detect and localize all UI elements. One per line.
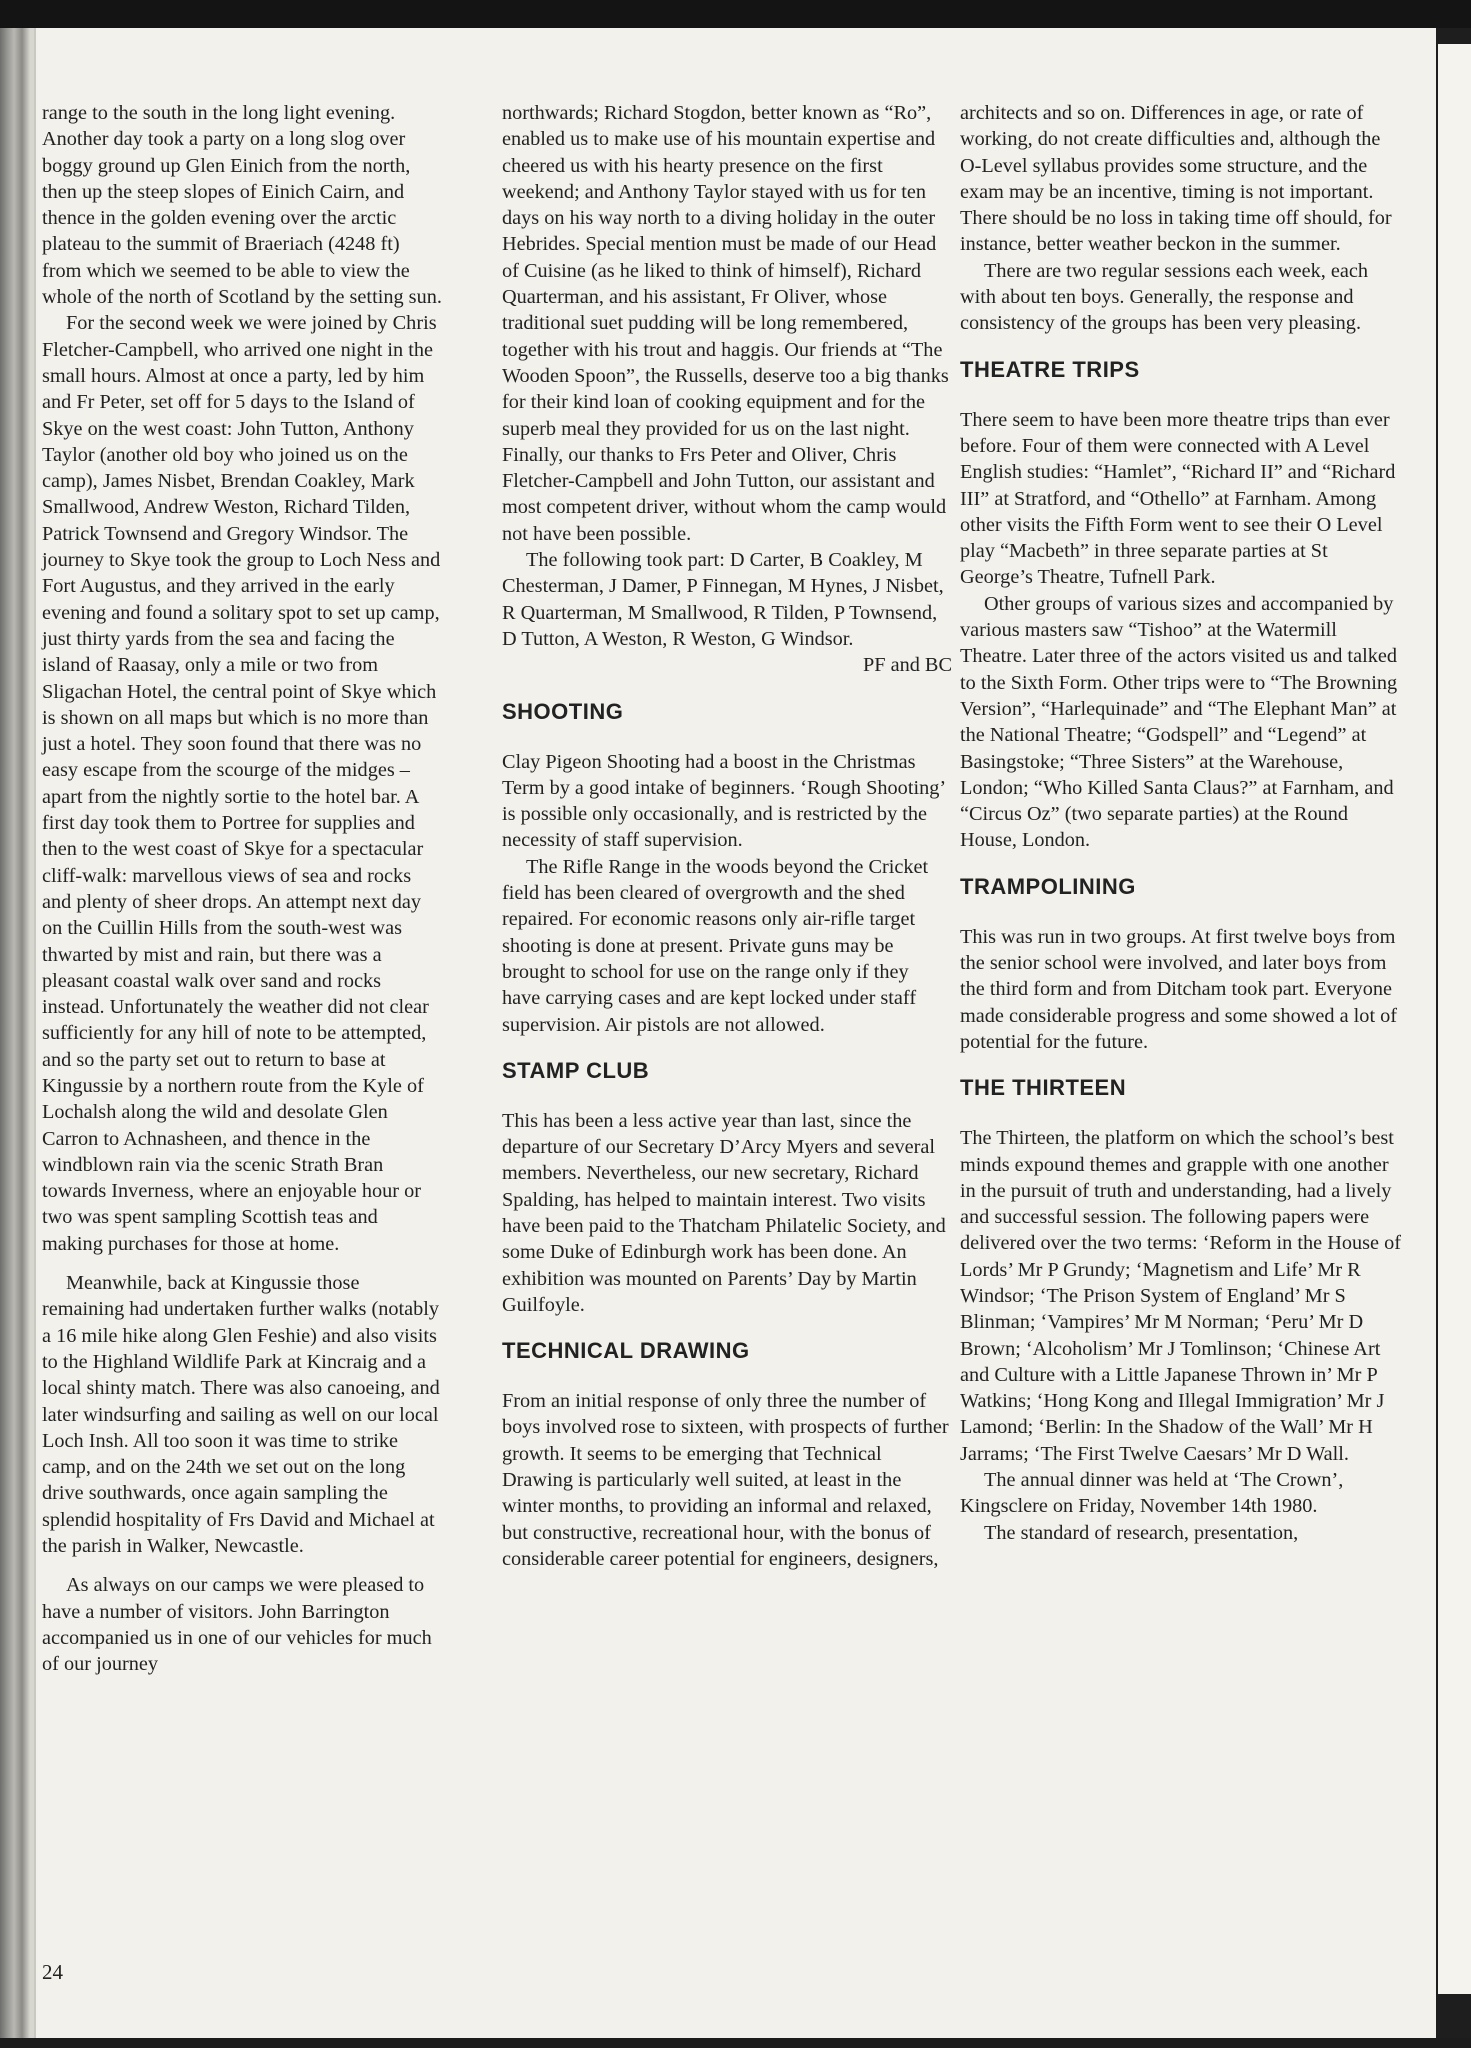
paragraph: Other groups of various sizes and accompanied by various masters saw “Tishoo” at the Watermill Theatre. Later three of the actors visited us and talked to the Sixth Form. Other trips were to “The Browning Version”, “Harlequinade” and “The Elephant Man” at the National Theatre; “Godspell” and “Legend” at Basingstoke; “Three Sisters” at the Warehouse, London; “Who Killed Santa Claus?” at Farnham, and “Circus Oz” (two separate parties) at the Round House, London. [960,592,1398,852]
scan-border-top [0,0,1471,28]
paragraph: There are two regular sessions each week, each with about ten boys. Generally, the response and consistency of the groups has been very pleasing. [960,259,1369,335]
paragraph: There seem to have been more theatre trips than ever before. Four of them were connected with A Level English studies: “Hamlet”, “Richard II” and “Richard III” at Stratford, and “Othello” at Farnham. Among other visits the Fifth Form went to see their O Level play “Macbeth” in three separate parties at St George’s Theatre, Tufnell Park. [960,408,1396,589]
book-spine-edge [0,28,34,2038]
text-column-1 [42,100,442,1678]
paragraph: The following took part: D Carter, B Coakley, M Chesterman, J Damer, P Finnegan, M Hynes, J Nisbet, R Quarterman, M Smallwood, R Tilden, P Townsend, D Tutton, A Weston, R Weston, G Windsor. [502,549,944,650]
paragraph: northwards; Richard Stogdon, better known as “Ro”, enabled us to make use of his mountain expertise and cheered us with his hearty presence on the first weekend; and Anthony Taylor stayed with us for ten days on his way north to a diving holiday in the outer Hebrides. Special mention must be made of our Head of Cuisine (as he liked to think of himself), Richard Quarterman, and his assistant, Fr Oliver, whose traditional suet pudding will be long remembered, together with his trout and haggis. Our friends at “The Wooden Spoon”, the Russells, deserve too a big thanks for their kind loan of cooking equipment and for the superb meal they provided for us on the last night. Finally, our thanks to Frs Peter and Oliver, Chris Fletcher-Campbell and John Tutton, our assistant and most competent driver, without whom the camp would not have been possible. [502,102,949,545]
section-heading: SHOOTING [502,698,624,724]
paragraph: Meanwhile, back at Kingussie those remaining had undertaken further walks (notably a 16 mile hike along Glen Feshie) and also visits to the Highland Wildlife Park at Kincraig and a local shinty match. There was also canoeing, and later windsurfing and sailing as well on our local Loch Insh. All too soon it was time to strike camp, and on the 24th we set out on the long drive southwards, once again sampling the splendid hospitality of Frs David and Michael at the parish in Walker, Newcastle. [42,1272,440,1558]
paragraph: For the second week we were joined by Chris Fletcher-Campbell, who arrived one night in the small hours. Almost at once a party, led by him and Fr Peter, set off for 5 days to the Island of Skye on the west coast: John Tutton, Anthony Taylor (another old boy who joined us on the camp), James Nisbet, Brendan Coakley, Mark Smallwood, Andrew Weston, Richard Tilden, Patrick Townsend and Gregory Windsor. The journey to Skye took the group to Loch Ness and Fort Augustus, and they arrived in the early evening and found a solitary spot to set up camp, just thirty yards from the sea and facing the island of Raasay, only a mile or two from Sligachan Hotel, the central point of Skye which is shown on all maps but which is no more than just a hotel. They soon found that there was no easy escape from the scourge of the midges – apart from the nightly sortie to the hotel bar. A first day took them to Portree for supplies and then to the west coast of Skye for a spectacular cliff-walk: marvellous views of sea and rocks and plenty of sheer drops. An attempt next day on the Cuillin Hills from the south-west was thwarted by mist and rain, but there was a pleasant coastal walk over sand and rocks instead. Unfortunately the weather did not clear sufficiently for any hill of note to be attempted, and so the party set out to return to base at Kingussie by a northern route from the Kyle of Lochalsh along the wild and desolate Glen Carron to Achnasheen, and thence in the windblown rain via the scenic Strath Bran towards Inverness, where an enjoyable hour or two was spent sampling Scottish teas and making purchases for those at home. [42,312,441,1255]
paragraph: From an initial response of only three the number of boys involved rose to sixteen, with prospects of further growth. It seems to be emerging that Technical Drawing is particularly well suited, at least in the winter months, to providing an informal and relaxed, but constructive, recreational hour, with the bonus of considerable career potential for engineers, designers, [502,1390,949,1570]
section-heading: TECHNICAL DRAWING [502,1338,750,1364]
text-column-2 [502,100,952,1572]
section-heading: THEATRE TRIPS [960,356,1140,382]
paragraph: The Rifle Range in the woods beyond the Cricket field has been cleared of overgrowth and the shed repaired. For economic reasons only air-rifle target shooting is done at present. Private guns may be brought to school for use on the range only if they have carrying cases and are kept locked under staff supervision. Air pistols are not allowed. [502,855,929,1036]
paragraph: Clay Pigeon Shooting had a boost in the Christmas Term by a good intake of beginners. ‘Rough Shooting’ is possible only occasionally, and is restricted by the necessity of staff supervision. [502,750,945,852]
paragraph: As always on our camps we were pleased to have a number of visitors. John Barrington accompanied us in one of our vehicles for much of our journey [42,1574,432,1676]
section-heading: THE THIRTEEN [960,1075,1127,1101]
paragraph: architects and so on. Differences in age, or rate of working, do not create difficulties and, although the O-Level syllabus provides some structure, and the exam may be an incentive, timing is not important. There should be no loss in taking time off should, for instance, better weather beckon in the summer. [960,102,1392,256]
next-page-edge [1438,44,1471,1994]
paragraph: This was run in two groups. At first twelve boys from the senior school were involved, and later boys from the third form and from Ditcham took part. Everyone made considerable progress and some showed a lot of potential for the future. [960,925,1398,1053]
paragraph: The standard of research, presentation, [984,1521,1299,1544]
author-initials: PF and BC [862,654,952,677]
paragraph: The annual dinner was held at ‘The Crown’, Kingsclere on Friday, November 14th 1980. [960,1469,1344,1518]
text-column-3 [960,100,1405,1546]
page-number: 24 [42,1960,63,1984]
paragraph: This has been a less active year than last, since the departure of our Secretary D’Arcy Myers and several members. Nevertheless, our new secretary, Richard Spalding, has helped to maintain interest. Two visits have been paid to the Thatcham Philatelic Society, and some Duke of Edinburgh work has been done. An exhibition was mounted on Parents’ Day by Martin Guilfoyle. [502,1109,946,1316]
paragraph: range to the south in the long light evening. Another day took a party on a long slog over boggy ground up Glen Einich from the north, then up the steep slopes of Einich Cairn, and thence in the golden evening over the arctic plateau to the summit of Braeriach (4248 ft) from which we seemed to be able to view the whole of the north of Scotland by the setting sun. [42,102,442,309]
section-heading: TRAMPOLINING [960,873,1136,899]
section-heading: STAMP CLUB [502,1057,650,1083]
paragraph: The Thirteen, the platform on which the school’s best minds expound themes and grapple with one another in the pursuit of truth and understanding, had a lively and successful session. The following papers were delivered over the two terms: ‘Reform in the House of Lords’ Mr P Grundy; ‘Magnetism and Life’ Mr R Windsor; ‘The Prison System of England’ Mr S Blinman; ‘Vampires’ Mr M Norman; ‘Peru’ Mr D Brown; ‘Alcoholism’ Mr J Tomlinson; ‘Chinese Art and Culture with a Little Japanese Thrown in’ Mr P Watkins; ‘Hong Kong and Illegal Immigration’ Mr J Lamond; ‘Berlin: In the Shadow of the Wall’ Mr H Jarrams; ‘The First Twelve Caesars’ Mr D Wall. [960,1127,1401,1465]
